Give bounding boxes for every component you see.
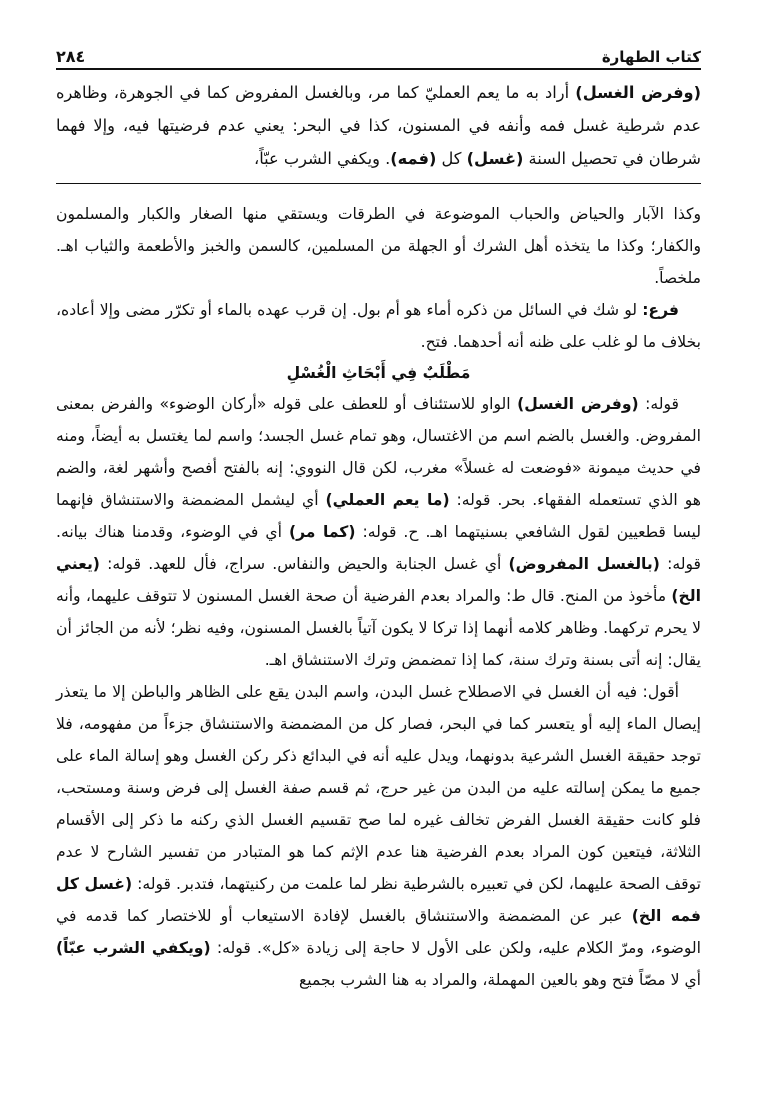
text-span: أي غسل الجنابة والحيض والنفاس. سراج، فأل للعهد. قوله: xyxy=(99,555,509,573)
text-span: أي ليشمل المضمضة والاستنشاق فإنهما ليسا قطعيين لقول الشافعي بسنيتهما اهـ. ح. قوله: xyxy=(56,491,701,541)
far-label: فرع: xyxy=(642,301,679,319)
text-span: أي في الوضوء، وقدمنا هناك بيانه. قوله: xyxy=(56,523,701,573)
section-divider xyxy=(56,183,701,184)
text-span: كل xyxy=(436,149,467,168)
text-span: أراد به ما يعم العمليّ كما مر، وبالغسل المفروض كما في الجوهرة، وظاهره عدم شرطية غسل فمه وأنفه في المسنون، كذا في البحر: يعني عدم فرضيتها فيه، وإلا فهما شرطان في تحصيل السنة xyxy=(56,83,701,168)
text-span: . ويكفي الشرب عبّاً، xyxy=(254,149,391,168)
matn-quote: (غسل كل فمه الخ) xyxy=(56,875,701,925)
text-span: لو شك في السائل من ذكره أماء هو أم بول. إن قرب عهده بالماء أو تكرّر مضى وإلا أعاده، بخلاف ما لو غلب على ظنه أنه أحدهما. فتح. xyxy=(56,301,701,351)
commentary-paragraph xyxy=(56,388,701,676)
book-title: كتاب الطهارة xyxy=(601,48,701,66)
matn-quote: (وفرض الغسل) xyxy=(517,395,639,413)
commentary-paragraph xyxy=(56,294,701,358)
text-span: أي لا مصّاً فتح وهو بالعين المهملة، والمراد به هنا الشرب بجميع xyxy=(298,971,701,989)
matn-quote: (غسل) xyxy=(466,149,524,168)
page-number: ٢٨٤ xyxy=(56,47,86,66)
section-heading: مَطْلَبٌ فِي أَبْحَاثِ الْغُسْلِ xyxy=(286,364,471,382)
text-span: قوله: xyxy=(638,395,680,413)
matn-quote: (وفرض الغسل) xyxy=(575,83,701,102)
commentary-section xyxy=(56,198,701,996)
text-span: الواو للاستئناف أو للعطف على قوله «أركان الوضوء» والفرض بمعنى المفروض. والغسل بالضم اسم من الاغتسال، وهو تمام غسل الجسد؛ واسم لما يغتسل به أيضاً، ومنه في حديث ميمونة «فوضعت له غسلاً» مغرب، لكن قال النووي: إنه بالفتح أفصح وأشهر لغة، والضم هو الذي تستعمله الفقهاء. بحر. قوله: xyxy=(56,395,701,509)
matn-quote: (فمه) xyxy=(390,149,437,168)
commentary-paragraph xyxy=(56,676,701,996)
commentary-paragraph: وكذا الآبار والحياض والحباب الموضوعة في الطرقات ويستقي منها الصغار والكبار والمسلمون والكفار؛ وكذا ما يتخذه أهل الشرك أو الجهلة من المسلمين، كالسمن والخبز والأطعمة والثياب اهـ. ملخصاً. xyxy=(56,205,701,287)
main-text-section xyxy=(56,76,701,175)
text-span: مأخوذ من المنح. قال ط: والمراد بعدم الفرضية أن صحة الغسل المسنون لا تتوقف عليهما، وأنه لا يحرم تركهما. وظاهر كلامه أنهما إذا تركا لا يكون آتياً بالغسل المسنون، وفيه نظر؛ لأنه من الجائز أن يقال: إنه أتى بسنة وترك سنة، كما إذا تمضمض وترك الاستنشاق اهـ. xyxy=(56,587,701,669)
main-text-paragraph xyxy=(56,76,701,175)
text-span: أقول: فيه أن الغسل في الاصطلاح غسل البدن، واسم البدن يقع على الظاهر والباطن إلا ما يتعذر إيصال الماء إليه أو يتعسر كما في البحر، فصار كل من المضمضة والاستنشاق جزءاً من مفهومه، فلا توجد حقيقة الغسل الشرعية بدونهما، ويدل عليه أنه في البدائع ذكر ركن الغسل وهو إسالة الماء على جميع ما يمكن إسالته عليه من البدن من غير حرج، ثم قسم صفة الغسل إلى فرض وسنة ومستحب، فلو كانت حقيقة الغسل الفرض تخالف غيره لما صح تقسيم الغسل الذي ركنه ما ذكر إلى الأقسام الثلاثة، فيتعين كون المراد بعدم الفرضية هنا عدم الإثم كما هو المتبادر من تفسير الشارح لا عدم توقف الصحة عليهما، لكن في تعبيره بالشرطية نظر لما علمت من ركنيتهما، فتدبر. قوله: xyxy=(56,683,701,893)
matn-quote: (يعني الخ) xyxy=(56,555,701,605)
page-header xyxy=(56,40,701,70)
matn-quote: (ويكفي الشرب عبّاً) xyxy=(56,939,211,957)
matn-quote: (كما مر) xyxy=(288,523,356,541)
matn-quote: (ما يعم العملي) xyxy=(325,491,450,509)
matn-quote: (بالغسل المفروض) xyxy=(508,555,660,573)
text-span: عبر عن المضمضة والاستنشاق بالغسل لإفادة الاستيعاب أو للاختصار كما قدمه في الوضوء، ومرّ الكلام عليه، ولكن على الأول لا حاجة إلى زيادة «كل». قوله: xyxy=(56,907,701,957)
